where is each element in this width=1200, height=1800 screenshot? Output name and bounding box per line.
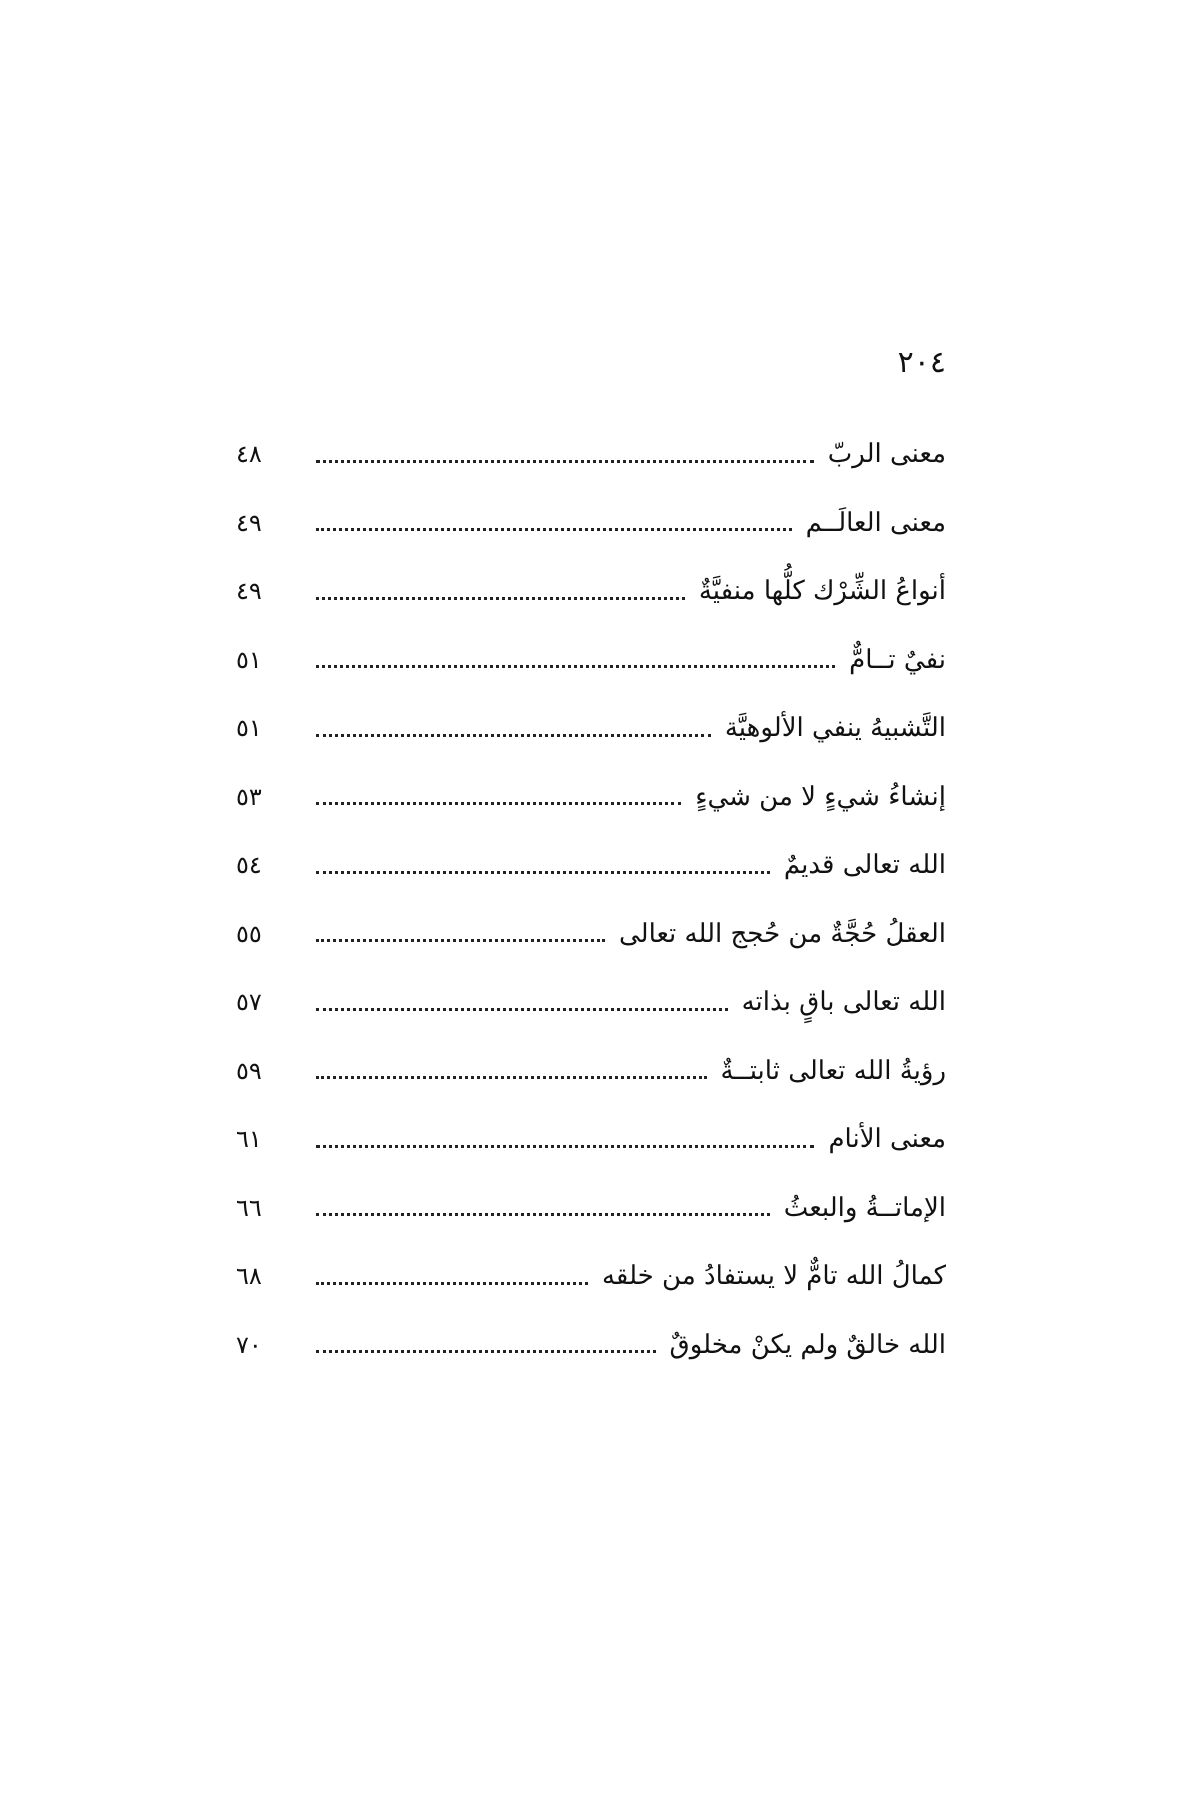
dot-leader <box>316 460 814 463</box>
dot-leader <box>316 1350 656 1353</box>
toc-entry-title: معنى الربّ <box>827 439 946 470</box>
dot-leader <box>316 665 835 668</box>
toc-entry <box>236 1037 946 1106</box>
toc-entry <box>236 1311 946 1380</box>
toc-entry-title: الله تعالى قديمٌ <box>783 850 946 881</box>
dot-leader <box>316 1145 814 1148</box>
dot-leader <box>316 1076 707 1079</box>
toc-entry-page: ٥١ <box>236 645 262 674</box>
toc-entry-page: ٥٧ <box>236 988 262 1017</box>
toc-entry <box>236 831 946 900</box>
toc-entry-page: ٤٩ <box>236 577 262 606</box>
toc-entry-page: ٥١ <box>236 714 262 743</box>
toc-entry-title: الإماتــةُ والبعثُ <box>783 1192 946 1223</box>
toc-entry-title: كمالُ الله تامٌّ لا يستفادُ من خلقه <box>601 1261 946 1292</box>
toc-entry <box>236 420 946 489</box>
toc-entry-page: ٤٨ <box>236 440 262 469</box>
toc-entry-page: ٦٦ <box>236 1193 262 1222</box>
toc-entry <box>236 1105 946 1174</box>
toc-entry <box>236 900 946 969</box>
toc-entry-title: معنى العالَــم <box>805 507 946 538</box>
toc-entry <box>236 763 946 832</box>
toc-entry-page: ٥٣ <box>236 782 262 811</box>
toc-entry-page: ٥٤ <box>236 851 262 880</box>
dot-leader <box>316 939 605 942</box>
toc-entry-title: أنواعُ الشِّرْك كلُّها منفيَّةٌ <box>698 576 946 607</box>
toc-entry-page: ٦٨ <box>236 1262 262 1291</box>
page-number: ٢٠٤ <box>897 345 946 380</box>
toc-entry-page: ٦١ <box>236 1125 262 1154</box>
table-of-contents <box>236 420 946 1379</box>
dot-leader <box>316 1282 588 1285</box>
dot-leader <box>316 1213 770 1216</box>
toc-entry-page: ٥٥ <box>236 919 262 948</box>
toc-entry-title: نفيٌ تــامٌّ <box>849 644 946 675</box>
toc-entry-title: الله خالقٌ ولم يكنْ مخلوقٌ <box>669 1329 946 1360</box>
toc-entry-page: ٤٩ <box>236 508 262 537</box>
dot-leader <box>316 734 711 737</box>
dot-leader <box>316 871 770 874</box>
dot-leader <box>316 802 681 805</box>
toc-entry-title: الله تعالى باقٍ بذاته <box>741 987 946 1018</box>
toc-entry-title: رؤيةُ الله تعالى ثابتــةٌ <box>720 1055 946 1086</box>
toc-entry-title: معنى الأنام <box>828 1124 946 1155</box>
dot-leader <box>316 528 792 531</box>
toc-entry-title: إنشاءُ شيءٍ لا من شيءٍ <box>695 781 946 812</box>
toc-entry-title: العقلُ حُجَّةٌ من حُجج الله تعالى <box>619 918 946 949</box>
toc-entry <box>236 489 946 558</box>
toc-entry <box>236 694 946 763</box>
dot-leader <box>316 1008 728 1011</box>
toc-entry-title: التَّشبيهُ ينفي الألوهيَّة <box>724 713 946 744</box>
toc-entry <box>236 626 946 695</box>
toc-entry <box>236 1174 946 1243</box>
toc-entry-page: ٥٩ <box>236 1056 262 1085</box>
toc-entry-page: ٧٠ <box>236 1330 262 1359</box>
toc-entry <box>236 557 946 626</box>
toc-entry <box>236 968 946 1037</box>
toc-entry <box>236 1242 946 1311</box>
dot-leader <box>316 597 685 600</box>
